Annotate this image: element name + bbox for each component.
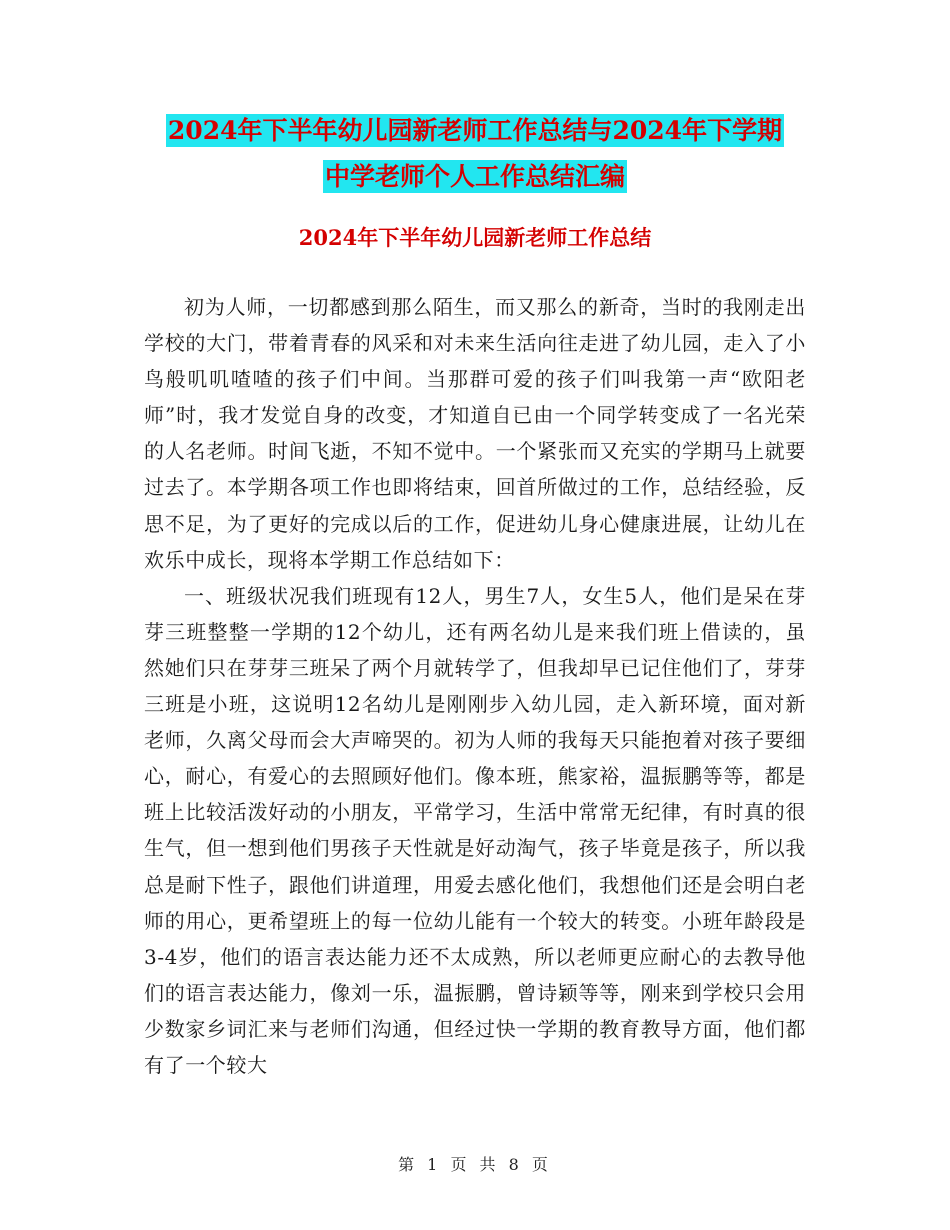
paragraph-1: 初为人师，一切都感到那么陌生，而又那么的新奇，当时的我刚走出学校的大门，带着青春的风采和对未来生活向往走进了幼儿园，走入了小鸟般叽叽喳喳的孩子们中间。当那群可爱的孩子们叫我第一声“欧阳老师”时，我才发觉自身的改变，才知道自已由一个同学转变成了一名光荣的人名老师。时间飞逝，不知不觉中。一个紧张而又充实的学期马上就要过去了。本学期各项工作也即将结束，回首所做过的工作，总结经验，反思不足，为了更好的完成以后的工作，促进幼儿身心健康进展，让幼儿在欢乐中成长，现将本学期工作总结如下： bbox=[144, 295, 806, 572]
paragraph-2: 一、班级状况我们班现有12人，男生7人，女生5人，他们是呆在芽芽三班整整一学期的12个幼儿，还有两名幼儿是来我们班上借读的，虽然她们只在芽芽三班呆了两个月就转学了，但我却早已记住他们了，芽芽三班是小班，这说明12名幼儿是刚刚步入幼儿园，走入新环境，面对新老师，久离父母而会大声啼哭的。初为人师的我每天只能抱着对孩子要细心，耐心，有爱心的去照顾好他们。像本班，熊家裕，温振鹏等等，都是班上比较活泼好动的小朋友，平常学习，生活中常常无纪律，有时真的很生气，但一想到他们男孩子天性就是好动淘气，孩子毕竟是孩子，所以我总是耐下性子，跟他们讲道理，用爱去感化他们，我想他们还是会明白老师的用心，更希望班上的每一位幼儿能有一个较大的转变。小班年龄段是3-4岁，他们的语言表达能力还不太成熟，所以老师更应耐心的去教导他们的语言表达能力，像刘一乐，温振鹏，曾诗颖等等，刚来到学校只会用少数家乡词汇来与老师们沟通，但经过快一学期的教育教导方面，他们都有了一个较大 bbox=[144, 583, 806, 1077]
title-line-2-text: 中学老师个人工作总结汇编 bbox=[324, 162, 625, 191]
title-line-2 bbox=[0, 154, 950, 200]
page-footer: 第 1 页 共 8 页 bbox=[398, 1155, 552, 1174]
body-text bbox=[144, 289, 806, 1083]
document-title bbox=[0, 108, 950, 200]
section-title: 2024年下半年幼儿园新老师工作总结 bbox=[298, 225, 652, 250]
title-line-1-text: 2024年下半年幼儿园新老师工作总结与2024年下学期 bbox=[167, 116, 783, 145]
title-line-1 bbox=[0, 108, 950, 154]
